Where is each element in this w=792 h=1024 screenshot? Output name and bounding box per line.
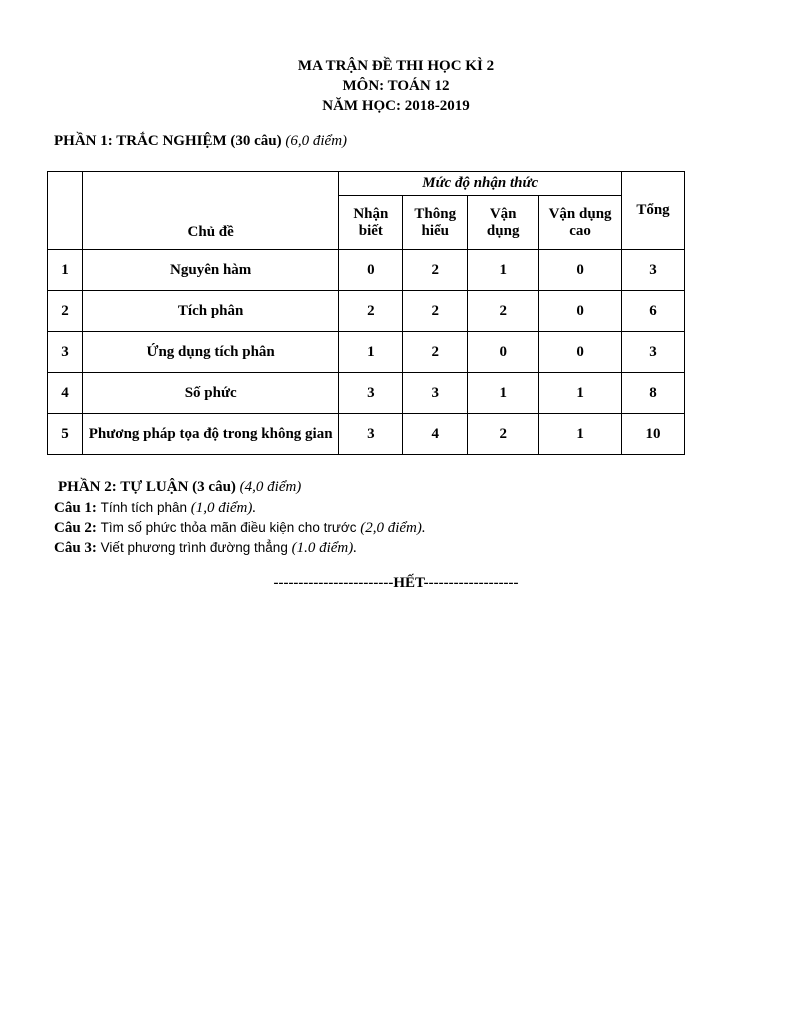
- question-item: [54, 518, 426, 538]
- row-number: 4: [48, 373, 83, 414]
- school-year: NĂM HỌC: 2018-2019: [322, 98, 470, 114]
- row-value: 1: [539, 414, 622, 455]
- row-total: 10: [622, 414, 685, 455]
- question-points: (2,0 điểm).: [360, 520, 426, 536]
- row-value: 3: [403, 373, 468, 414]
- total-header: Tổng: [622, 172, 685, 250]
- table-row: [48, 250, 685, 291]
- row-value: 0: [539, 250, 622, 291]
- question-label: Câu 1:: [54, 500, 97, 516]
- question-item: [54, 498, 426, 518]
- row-value: 2: [339, 291, 403, 332]
- row-number: 3: [48, 332, 83, 373]
- row-topic: Ứng dụng tích phân: [82, 332, 338, 373]
- document-header: [0, 56, 792, 116]
- subject-title: MÔN: TOÁN 12: [342, 78, 450, 94]
- part2-label: PHẦN 2: TỰ LUẬN (3 câu): [58, 479, 236, 495]
- row-total: 6: [622, 291, 685, 332]
- question-item: [54, 538, 426, 558]
- row-total: 3: [622, 250, 685, 291]
- row-value: 1: [539, 373, 622, 414]
- row-topic: Nguyên hàm: [82, 250, 338, 291]
- table-row: [48, 373, 685, 414]
- table-row: [48, 414, 685, 455]
- row-value: 1: [468, 373, 539, 414]
- row-value: 2: [468, 414, 539, 455]
- question-label: Câu 3:: [54, 540, 97, 556]
- row-topic: Số phức: [82, 373, 338, 414]
- question-text: Viết phương trình đường thẳng: [100, 540, 288, 555]
- row-value: 2: [403, 291, 468, 332]
- table-row: [48, 291, 685, 332]
- part2-heading: [58, 479, 301, 496]
- level-header-van-dung: Vận dụng: [468, 196, 539, 250]
- level-header-van-dung-cao: Vận dụng cao: [539, 196, 622, 250]
- row-number: 1: [48, 250, 83, 291]
- index-header: [48, 172, 83, 250]
- row-value: 1: [468, 250, 539, 291]
- row-value: 0: [539, 291, 622, 332]
- question-text: Tìm số phức thỏa mãn điều kiện cho trước: [100, 520, 357, 535]
- part1-heading: [54, 133, 347, 150]
- row-topic: Tích phân: [82, 291, 338, 332]
- row-value: 2: [403, 332, 468, 373]
- part1-label: PHẦN 1: TRẮC NGHIỆM (30 câu): [54, 133, 282, 149]
- row-number: 5: [48, 414, 83, 455]
- row-topic: Phương pháp tọa độ trong không gian: [82, 414, 338, 455]
- question-points: (1,0 điểm).: [190, 500, 257, 516]
- row-value: 0: [468, 332, 539, 373]
- part1-points: (6,0 điểm): [285, 133, 348, 149]
- essay-questions: [54, 498, 426, 558]
- table-header-row: [48, 172, 685, 196]
- level-header-nhan-biet: Nhận biết: [339, 196, 403, 250]
- exam-title: MA TRẬN ĐỀ THI HỌC KÌ 2: [297, 58, 495, 74]
- exam-matrix-table: [47, 171, 685, 455]
- row-value: 0: [339, 250, 403, 291]
- question-text: Tính tích phân: [100, 500, 187, 515]
- row-number: 2: [48, 291, 83, 332]
- row-value: 2: [468, 291, 539, 332]
- row-value: 0: [539, 332, 622, 373]
- row-value: 3: [339, 373, 403, 414]
- row-value: 4: [403, 414, 468, 455]
- row-total: 3: [622, 332, 685, 373]
- row-value: 3: [339, 414, 403, 455]
- row-value: 1: [339, 332, 403, 373]
- row-value: 2: [403, 250, 468, 291]
- table-row: [48, 332, 685, 373]
- level-header-thong-hieu: Thông hiểu: [403, 196, 468, 250]
- question-label: Câu 2:: [54, 520, 97, 536]
- end-marker: ------------------------HẾT-------------------: [273, 575, 519, 591]
- part2-points: (4,0 điểm): [239, 479, 302, 495]
- level-header: Mức độ nhận thức: [339, 172, 622, 196]
- topic-header: Chủ đề: [82, 172, 338, 250]
- row-total: 8: [622, 373, 685, 414]
- question-points: (1.0 điểm).: [291, 540, 357, 556]
